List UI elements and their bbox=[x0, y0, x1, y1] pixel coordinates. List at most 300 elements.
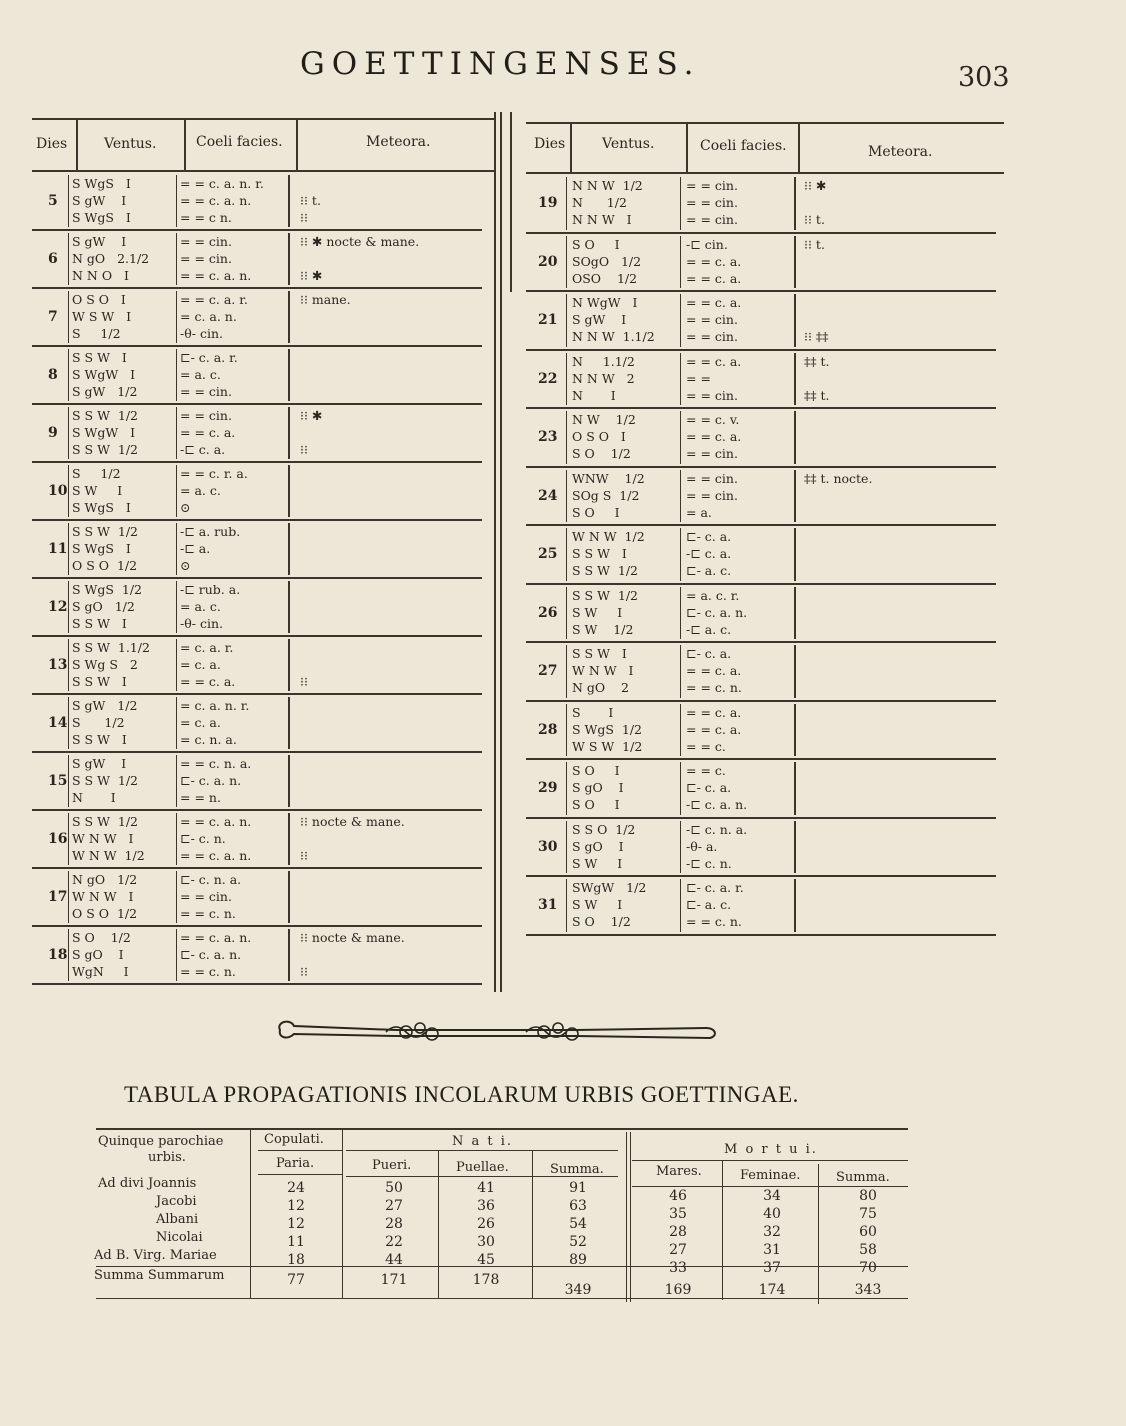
right-table-top-rule bbox=[526, 122, 1004, 124]
day-row-rule bbox=[32, 577, 482, 579]
sky-entry: = = c. a. bbox=[180, 425, 236, 440]
sky-entry: ⊙ bbox=[180, 500, 191, 515]
wind-entry: S S W I bbox=[72, 674, 127, 689]
day-row-divider bbox=[68, 233, 69, 285]
sky-entry: -⊏ a. bbox=[180, 541, 211, 556]
pop-cell-mares: 27 bbox=[669, 1242, 687, 1258]
meteora-entry: ‡‡ t. bbox=[804, 387, 830, 403]
meteora-entry: ⁝⁝ ‡‡ bbox=[804, 329, 829, 344]
pop-cell-pueri: 50 bbox=[385, 1180, 403, 1196]
pop-head-puellae: Puellae. bbox=[456, 1160, 509, 1175]
pop-cell-paria: 18 bbox=[287, 1252, 305, 1268]
pop-head-feminae: Feminae. bbox=[740, 1168, 801, 1183]
day-row-divider bbox=[566, 236, 567, 289]
sky-entry: ⊏- c. a. bbox=[686, 780, 732, 795]
wind-entry: N N W 1/2 bbox=[572, 178, 643, 193]
day-row-divider bbox=[794, 528, 796, 581]
wind-entry: N W 1/2 bbox=[572, 412, 636, 427]
day-row-rule bbox=[32, 345, 482, 347]
day-row-divider bbox=[566, 587, 567, 640]
sky-entry: = = cin. bbox=[686, 446, 738, 461]
day-row-divider bbox=[566, 704, 567, 757]
sky-entry: = = c. n. bbox=[180, 964, 236, 979]
day-row-divider bbox=[176, 581, 177, 633]
pop-cell-summa2: 58 bbox=[859, 1242, 877, 1258]
sky-entry: = = c. bbox=[686, 738, 726, 754]
wind-entry: O S O 1/2 bbox=[72, 906, 138, 921]
wind-entry: S S W 1/2 bbox=[572, 563, 638, 578]
left-table-top-rule bbox=[32, 118, 494, 120]
right-head-divider-1 bbox=[570, 124, 572, 172]
day-row-divider bbox=[680, 236, 681, 289]
day-row-rule bbox=[526, 817, 996, 819]
wind-entry: S W I bbox=[572, 855, 623, 871]
pop-cell-summa2: 70 bbox=[859, 1260, 877, 1276]
day-row-divider bbox=[68, 581, 69, 633]
pop-mortui-rule bbox=[632, 1160, 908, 1161]
day-number: 22 bbox=[538, 370, 558, 387]
day-row-divider bbox=[176, 407, 177, 459]
sky-entry: = c. a. bbox=[180, 715, 221, 730]
sky-entry: = = c. a. bbox=[686, 270, 742, 286]
sky-entry: = = c. a. bbox=[180, 674, 236, 689]
pop-head-paria: Paria. bbox=[276, 1156, 315, 1171]
day-number: 27 bbox=[538, 663, 558, 679]
day-row-rule bbox=[526, 407, 996, 409]
wind-entry: S gO I bbox=[572, 780, 624, 795]
day-row-divider bbox=[794, 587, 796, 640]
wind-entry: S O I bbox=[572, 763, 620, 778]
wind-entry: S gW 1/2 bbox=[72, 698, 138, 713]
day-row-divider bbox=[680, 704, 681, 757]
pop-mortui-sub-rule bbox=[632, 1186, 908, 1187]
sky-entry: = = c. a. bbox=[686, 663, 742, 678]
day-row-divider bbox=[566, 353, 567, 406]
pop-cell-summa: 63 bbox=[569, 1198, 587, 1214]
sky-entry: ⊏- c. a. r. bbox=[686, 880, 744, 895]
wind-entry: S O 1/2 bbox=[72, 930, 131, 945]
meteora-entry: ⁝⁝ nocte & mane. bbox=[300, 930, 405, 945]
day-row-divider bbox=[288, 349, 290, 401]
left-col-dies: Dies bbox=[36, 136, 68, 152]
pop-cell-feminae: 31 bbox=[763, 1242, 781, 1258]
sky-entry: ⊙ bbox=[180, 558, 191, 573]
day-number: 21 bbox=[538, 312, 558, 328]
left-head-divider-3 bbox=[296, 120, 298, 170]
pop-paria-rule bbox=[258, 1174, 342, 1175]
sky-entry: = = c. n. bbox=[686, 680, 742, 695]
sky-entry: ⊏- c. a. bbox=[686, 529, 732, 544]
parish-label: Ad B. Virg. Mariae bbox=[94, 1248, 217, 1263]
right-col-meteora: Meteora. bbox=[868, 144, 933, 160]
day-row-divider bbox=[794, 236, 796, 289]
day-row-divider bbox=[566, 411, 567, 464]
running-head: GOETTINGENSES. bbox=[300, 46, 701, 82]
day-number: 14 bbox=[48, 715, 68, 731]
day-row-rule bbox=[526, 349, 996, 351]
day-row-divider bbox=[794, 353, 796, 406]
pop-bottom-rule bbox=[96, 1298, 908, 1299]
day-row-divider bbox=[794, 762, 796, 815]
left-table-head-rule bbox=[32, 170, 494, 172]
wind-entry: N N W 2 bbox=[572, 370, 635, 386]
pop-v6 bbox=[722, 1160, 723, 1300]
sky-entry: -⊏ c. a. bbox=[180, 442, 226, 457]
day-row-rule bbox=[32, 751, 482, 753]
wind-entry: S gW I bbox=[572, 312, 627, 327]
day-row-divider bbox=[68, 813, 69, 865]
day-number: 5 bbox=[48, 193, 58, 209]
meteora-entry: ⁝⁝ bbox=[300, 964, 308, 979]
wind-entry: S gW I bbox=[72, 193, 127, 208]
day-row-divider bbox=[566, 294, 567, 347]
wind-entry: N I bbox=[572, 387, 616, 403]
wind-entry: W N W I bbox=[572, 663, 634, 678]
wind-entry: S 1/2 bbox=[72, 715, 125, 730]
pop-cell-summa2: 60 bbox=[859, 1224, 877, 1240]
sky-entry: -θ- cin. bbox=[180, 616, 223, 631]
pop-total-summa: 349 bbox=[564, 1282, 592, 1298]
wind-entry: N gO 2 bbox=[572, 680, 630, 695]
wind-entry: S S W 1.1/2 bbox=[72, 640, 150, 655]
day-number: 10 bbox=[48, 483, 68, 499]
day-row-divider bbox=[68, 465, 69, 517]
day-row-divider bbox=[176, 813, 177, 865]
sky-entry: = = cin. bbox=[686, 312, 738, 327]
pop-cell-mares: 46 bbox=[669, 1188, 687, 1204]
left-head-divider-2 bbox=[184, 120, 186, 170]
wind-entry: O S O 1/2 bbox=[72, 558, 138, 573]
day-row-divider bbox=[680, 294, 681, 347]
pop-total-puellae: 178 bbox=[472, 1272, 500, 1288]
right-col-ventus: Ventus. bbox=[602, 136, 655, 152]
wind-entry: S gO I bbox=[572, 838, 624, 854]
pop-cell-puellae: 30 bbox=[477, 1234, 495, 1250]
pop-cell-paria: 24 bbox=[287, 1180, 305, 1196]
wind-entry: S S W 1/2 bbox=[72, 442, 138, 457]
pop-cell-puellae: 45 bbox=[477, 1252, 495, 1268]
day-number: 6 bbox=[48, 251, 58, 267]
day-row-rule bbox=[32, 867, 482, 869]
day-number: 15 bbox=[48, 773, 68, 789]
day-row-divider bbox=[176, 233, 177, 285]
day-row-divider bbox=[176, 465, 177, 517]
sky-entry: = = c. a. n. bbox=[180, 930, 252, 945]
day-number: 19 bbox=[538, 195, 558, 211]
wind-entry: N gO 2.1/2 bbox=[72, 251, 150, 266]
day-number: 24 bbox=[538, 487, 558, 504]
pop-cell-summa: 89 bbox=[569, 1252, 587, 1268]
wind-entry: S WgS 1/2 bbox=[572, 721, 643, 737]
pop-total-summa2: 343 bbox=[854, 1282, 882, 1298]
sky-entry: = a. c. bbox=[180, 483, 221, 498]
sky-entry: = = c. n. a. bbox=[180, 756, 252, 771]
sky-entry: = a. c. bbox=[180, 367, 221, 382]
sky-entry: = = c n. bbox=[180, 210, 232, 225]
wind-entry: S 1/2 bbox=[72, 326, 121, 341]
sky-entry: = = c. a. bbox=[686, 429, 742, 444]
sky-entry: = = c. a. bbox=[686, 253, 742, 269]
wind-entry: S WgS I bbox=[72, 500, 131, 515]
day-number: 12 bbox=[48, 599, 68, 615]
day-row-rule bbox=[526, 934, 996, 936]
day-row-rule bbox=[32, 229, 482, 231]
sky-entry: = c. a. bbox=[180, 657, 221, 672]
sky-entry: = = c. n. bbox=[686, 914, 742, 929]
day-row-rule bbox=[526, 758, 996, 760]
day-row-divider bbox=[680, 528, 681, 581]
day-row-divider bbox=[566, 762, 567, 815]
wind-entry: W N W 1/2 bbox=[72, 848, 145, 863]
pop-v4 bbox=[532, 1150, 533, 1298]
meteora-entry: ‡‡ t. bbox=[804, 353, 830, 369]
day-row-divider bbox=[176, 523, 177, 575]
day-row-divider bbox=[680, 177, 681, 230]
pop-cell-mares: 33 bbox=[669, 1260, 687, 1276]
wind-entry: N N W I bbox=[572, 212, 632, 227]
sky-entry: = c. a. r. bbox=[180, 640, 234, 655]
wind-entry: S S W I bbox=[72, 732, 127, 747]
pop-head-nati: N a t i. bbox=[452, 1134, 514, 1149]
day-row-divider bbox=[680, 587, 681, 640]
day-row-rule bbox=[526, 641, 996, 643]
total-label: Summa Summarum bbox=[94, 1268, 225, 1283]
right-col-dies: Dies bbox=[534, 136, 566, 152]
sky-entry: = = c. a. n. r. bbox=[180, 176, 264, 191]
pop-head-urbis: urbis. bbox=[148, 1150, 186, 1165]
day-row-divider bbox=[68, 929, 69, 981]
sky-entry: -⊏ rub. a. bbox=[180, 582, 241, 597]
center-rule-c bbox=[510, 112, 512, 292]
meteora-entry: ⁝⁝ bbox=[300, 210, 308, 225]
day-row-divider bbox=[288, 871, 290, 923]
pop-cell-feminae: 37 bbox=[763, 1260, 781, 1276]
day-row-rule bbox=[526, 232, 996, 234]
day-row-divider bbox=[68, 349, 69, 401]
pop-v7 bbox=[818, 1164, 819, 1304]
sky-entry: = = cin. bbox=[180, 251, 232, 266]
wind-entry: S S W 1/2 bbox=[72, 408, 138, 423]
sky-entry: -⊏ a. rub. bbox=[180, 524, 241, 539]
left-col-meteora: Meteora. bbox=[366, 134, 431, 150]
meteora-entry: ⁝⁝ t. bbox=[300, 193, 321, 208]
sky-entry: = = cin. bbox=[686, 195, 738, 210]
day-row-divider bbox=[68, 291, 69, 343]
pop-head-summa2: Summa. bbox=[836, 1170, 890, 1185]
sky-entry: = a. c. r. bbox=[686, 587, 740, 603]
wind-entry: N WgW I bbox=[572, 295, 638, 310]
pop-v5 bbox=[626, 1132, 627, 1302]
day-row-divider bbox=[680, 353, 681, 406]
day-row-divider bbox=[794, 879, 796, 932]
day-number: 25 bbox=[538, 546, 558, 562]
pop-top-rule bbox=[96, 1128, 908, 1130]
sky-entry: = = c. v. bbox=[686, 412, 740, 427]
sky-entry: = = bbox=[686, 370, 711, 386]
sky-entry: = = cin. bbox=[686, 487, 738, 503]
day-row-divider bbox=[68, 175, 69, 227]
wind-entry: W S W I bbox=[72, 309, 132, 324]
wind-entry: S O 1/2 bbox=[572, 446, 631, 461]
pop-head-parochiae: Quinque parochiae bbox=[98, 1134, 224, 1149]
sky-entry: = = c. a. bbox=[686, 704, 742, 720]
wind-entry: WNW 1/2 bbox=[572, 470, 645, 486]
wind-entry: O S O I bbox=[72, 292, 126, 307]
wind-entry: N 1/2 bbox=[572, 195, 627, 210]
meteora-entry: ⁝⁝ ✱ bbox=[300, 268, 323, 283]
sky-entry: -⊏ c. n. a. bbox=[686, 821, 748, 837]
sky-entry: = = c. a. n. bbox=[180, 193, 252, 208]
wind-entry: S O 1/2 bbox=[572, 914, 631, 929]
day-row-rule bbox=[32, 519, 482, 521]
wind-entry: S gO 1/2 bbox=[72, 599, 135, 614]
day-row-rule bbox=[526, 524, 996, 526]
day-row-divider bbox=[794, 821, 796, 874]
sky-entry: ⊏- a. c. bbox=[686, 563, 732, 578]
day-row-rule bbox=[32, 461, 482, 463]
pop-cell-paria: 12 bbox=[287, 1216, 305, 1232]
day-row-divider bbox=[566, 645, 567, 698]
wind-entry: S S W 1/2 bbox=[572, 587, 638, 603]
wind-entry: S W I bbox=[72, 483, 123, 498]
day-row-divider bbox=[288, 639, 290, 691]
day-row-rule bbox=[32, 635, 482, 637]
wind-entry: SOgO 1/2 bbox=[572, 253, 642, 269]
sky-entry: = = c. a. bbox=[686, 353, 742, 369]
sky-entry: = = c. r. a. bbox=[180, 466, 248, 481]
day-row-divider bbox=[566, 528, 567, 581]
day-row-divider bbox=[680, 821, 681, 874]
sky-entry: -⊏ c. a. bbox=[686, 546, 732, 561]
sky-entry: ⊏- c. a. n. bbox=[180, 773, 242, 788]
day-row-divider bbox=[566, 470, 567, 523]
pop-total-pueri: 171 bbox=[380, 1272, 408, 1288]
sky-entry: ⊏- c. a. bbox=[686, 646, 732, 661]
day-row-divider bbox=[794, 177, 796, 230]
day-row-divider bbox=[288, 465, 290, 517]
sky-entry: = = c. a. n. bbox=[180, 814, 252, 829]
sky-entry: -θ- cin. bbox=[180, 326, 223, 341]
meteora-entry: ⁝⁝ mane. bbox=[300, 292, 351, 307]
day-row-divider bbox=[680, 470, 681, 523]
day-row-divider bbox=[176, 697, 177, 749]
day-row-divider bbox=[176, 871, 177, 923]
pop-head-mortui: M o r t u i. bbox=[724, 1142, 818, 1157]
pop-cell-feminae: 32 bbox=[763, 1224, 781, 1240]
day-row-rule bbox=[526, 875, 996, 877]
meteora-entry: ⁝⁝ ✱ nocte & mane. bbox=[300, 234, 420, 249]
day-row-divider bbox=[68, 407, 69, 459]
center-rule-a bbox=[494, 112, 496, 992]
wind-entry: S 1/2 bbox=[72, 466, 121, 481]
day-number: 28 bbox=[538, 721, 558, 738]
day-row-divider bbox=[176, 175, 177, 227]
day-number: 31 bbox=[538, 897, 558, 913]
pop-v1 bbox=[250, 1128, 251, 1298]
sky-entry: -⊏ c. a. n. bbox=[686, 797, 748, 812]
day-row-rule bbox=[32, 287, 482, 289]
meteora-entry: ⁝⁝ bbox=[300, 442, 308, 457]
day-row-divider bbox=[288, 291, 290, 343]
sky-entry: = = cin. bbox=[180, 384, 232, 399]
meteora-entry: ⁝⁝ t. bbox=[804, 212, 825, 227]
day-number: 16 bbox=[48, 831, 68, 847]
sky-entry: = = c. a. n. bbox=[180, 268, 252, 283]
meteora-entry: ⁝⁝ ✱ bbox=[300, 408, 323, 423]
day-row-divider bbox=[288, 697, 290, 749]
day-row-divider bbox=[68, 639, 69, 691]
pop-cell-summa: 52 bbox=[569, 1234, 587, 1250]
sky-entry: = = cin. bbox=[686, 470, 738, 486]
sky-entry: = = cin. bbox=[180, 408, 232, 423]
wind-entry: W S W 1/2 bbox=[572, 738, 643, 754]
day-row-rule bbox=[32, 809, 482, 811]
wind-entry: W N W I bbox=[72, 831, 134, 846]
sky-entry: = = n. bbox=[180, 790, 221, 805]
day-number: 11 bbox=[48, 541, 68, 557]
pop-cell-mares: 35 bbox=[669, 1206, 687, 1222]
day-row-rule bbox=[32, 403, 482, 405]
day-row-divider bbox=[288, 581, 290, 633]
sky-entry: = = c. a. r. bbox=[180, 292, 248, 307]
pop-v2 bbox=[342, 1128, 343, 1298]
sky-entry: = c. a. n. r. bbox=[180, 698, 250, 713]
day-number: 9 bbox=[48, 425, 58, 441]
sky-entry: ⊏- a. c. bbox=[686, 897, 732, 912]
sky-entry: = a. c. bbox=[180, 599, 221, 614]
day-row-rule bbox=[32, 693, 482, 695]
parish-label: Ad divi Joannis bbox=[98, 1176, 197, 1191]
sky-entry: = = c. a. n. bbox=[180, 848, 252, 863]
sky-entry: = = c. bbox=[686, 763, 726, 778]
pop-cell-paria: 11 bbox=[287, 1234, 305, 1250]
day-row-divider bbox=[288, 755, 290, 807]
center-rule-b bbox=[500, 112, 502, 992]
day-row-rule bbox=[526, 290, 996, 292]
day-row-divider bbox=[794, 294, 796, 347]
pop-nati-rule bbox=[346, 1150, 618, 1151]
wind-entry: S Wg S 2 bbox=[72, 657, 138, 672]
day-number: 23 bbox=[538, 429, 558, 445]
meteora-entry: ⁝⁝ nocte & mane. bbox=[300, 814, 405, 829]
sky-entry: = = cin. bbox=[686, 329, 738, 344]
day-number: 18 bbox=[48, 947, 68, 963]
left-col-ventus: Ventus. bbox=[104, 136, 157, 152]
wind-entry: SWgW 1/2 bbox=[572, 880, 647, 895]
day-number: 17 bbox=[48, 889, 68, 905]
day-row-divider bbox=[176, 291, 177, 343]
pop-head-pueri: Pueri. bbox=[372, 1158, 412, 1173]
pop-cell-feminae: 40 bbox=[763, 1206, 781, 1222]
sky-entry: = = c. a. bbox=[686, 721, 742, 737]
pop-total-feminae: 174 bbox=[758, 1282, 786, 1298]
pop-cell-mares: 28 bbox=[669, 1224, 687, 1240]
day-row-divider bbox=[680, 645, 681, 698]
day-row-divider bbox=[680, 411, 681, 464]
wind-entry: S O I bbox=[572, 236, 620, 252]
pop-cell-puellae: 26 bbox=[477, 1216, 495, 1232]
pop-copulati-rule bbox=[258, 1150, 342, 1151]
wind-entry: W N W I bbox=[72, 889, 134, 904]
population-table-title: TABULA PROPAGATIONIS INCOLARUM URBIS GOETTINGAE. bbox=[124, 1082, 799, 1107]
right-table-head-rule bbox=[526, 172, 1004, 174]
wind-entry: S S W I bbox=[72, 616, 127, 631]
wind-entry: S W 1/2 bbox=[572, 621, 634, 637]
wind-entry: S WgW I bbox=[72, 367, 136, 382]
parish-label: Nicolai bbox=[156, 1230, 203, 1245]
meteora-entry: ⁝⁝ ✱ bbox=[804, 178, 827, 193]
wind-entry: S S W I bbox=[572, 646, 627, 661]
